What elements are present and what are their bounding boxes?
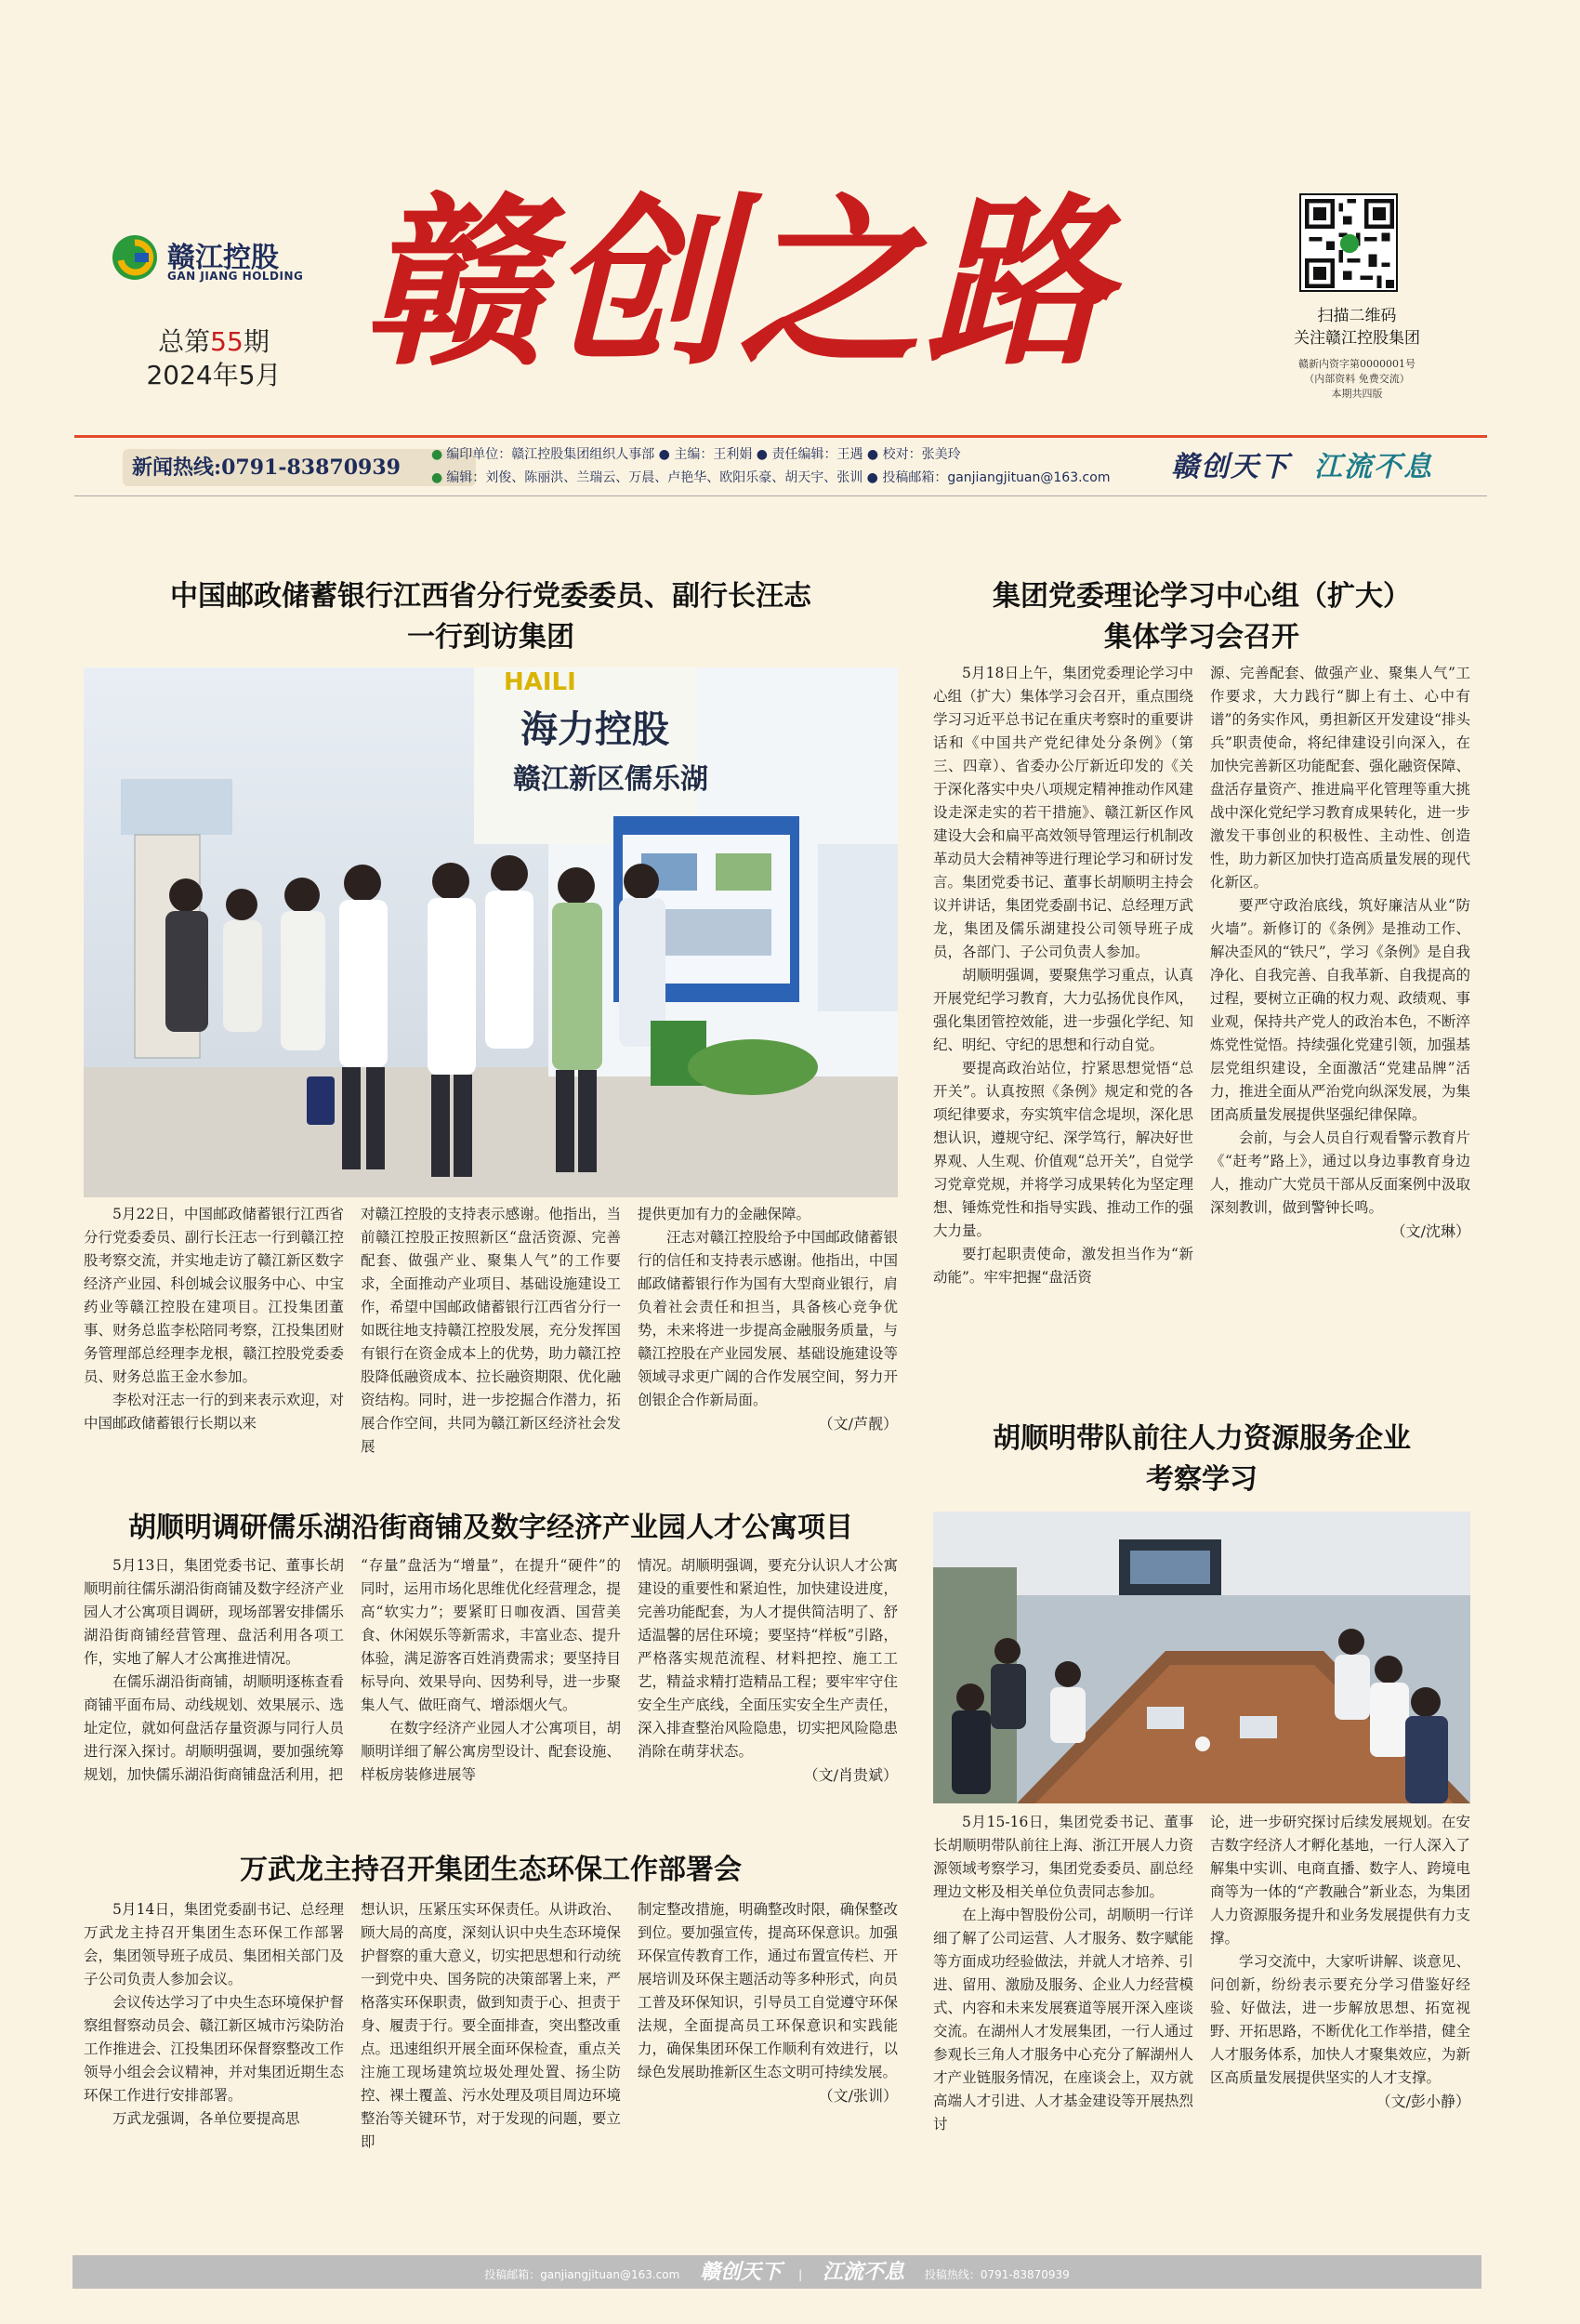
byline: （文/沈琳）: [1390, 1222, 1470, 1240]
footer-email: 投稿邮箱：ganjiangjituan@163.com: [484, 2268, 680, 2281]
footer-bar: 投稿邮箱：ganjiangjituan@163.com 赣创天下 | 江流不息 投稿热线：0791-83870939: [72, 2255, 1481, 2289]
article-rulehu-col1: 5月13日，集团党委书记、董事长胡顺明前往儒乐湖沿街商铺及数字经济产业园人才公寓项目调研，现场部署安排儒乐湖沿街商铺经营管理、盘活利用各项工作，实地了解人才公寓推进情况。 在儒乐湖沿街商铺，胡顺明逐栋查看商铺平面布局、动线规划、效果展示、选址定位，就如何盘活存量资源与同行人员进行深入探讨。胡顺明强调，要加强统筹规划，加快儒乐湖沿街商铺盘活利用，把: [84, 1557, 344, 1783]
photo-sign-haili: HAILI: [504, 668, 576, 696]
article-eco-col2: 想认识，压紧压实环保责任。从讲政治、顾大局的高度，深刻认识中央生态环境保护督察的重大意义，切实把思想和行动统一到党中央、国务院的决策部署上来，严格落实环保职责，做到知责于心、担责于身、履责于行。要全面排查，突出整改重点。迅速组织开展全面环保检查，重点关注施工现场建筑垃圾处理处置、扬尘防控、裸土覆盖、污水处理及项目周边环境整治等关键环节，对于发现的问题，要立即: [361, 1901, 621, 2150]
byline: （文/芦靓）: [818, 1415, 898, 1433]
photo-sign-main: 海力控股: [520, 708, 669, 751]
logo-name-cn: 赣江控股: [167, 242, 279, 274]
article-hr-title: 胡顺明带队前往人力资源服务企业 考察学习: [993, 1422, 1411, 1496]
editorial-credits: ● 编印单位：赣江控股集团组织人事部 ● 主编：王利娟 ● 责任编辑：王遇 ● 校对：张美玲 ● 编辑：刘俊、陈丽洪、兰瑞云、万晨、卢艳华、欧阳乐豪、胡天宇、张训 ● 投稿邮箱：ganjiangjituan@163.com: [431, 447, 1111, 485]
info-bar: [74, 435, 1487, 496]
photo-hr-meeting: [933, 1512, 1470, 1803]
footer-slogan-b: 江流不息: [823, 2260, 905, 2284]
article-hr-col2: 论，进一步研究探讨后续发展规划。在安吉数字经济人才孵化基地，一行人深入了解集中实训、电商直播、数字人、跨境电商等为一体的“产教融合”新业态，为集团人力资源服务提升和业务发展提供有力支撑。 学习交流中，大家听讲解、谈意见、问创新，纷纷表示要充分学习借鉴好经验、好做法，进一步解放思想、拓宽视野、开拓思路，不断优化工作举措，健全人才服务体系，加快人才聚集效应，为新区高质量发展提供坚实的人才支撑。 （文/彭小静）: [1210, 1811, 1470, 2113]
article-study-col1: 5月18日上午，集团党委理论学习中心组（扩大）集体学习会召开，重点围绕学习习近平总书记在重庆考察时的重要讲话和《中国共产党纪律处分条例》（第三、四章）、省委办公厅新近印发的《关于深化落实中央八项规定精神推动作风建设走深走实的若干措施》、赣江新区作风建设大会和扁平高效领导管理运行机制改革动员大会精神等进行理论学习和研讨发言。集团党委书记、董事长胡顺明主持会议并讲话，集团党委副书记、总经理万武龙，集团及儒乐湖建投公司领导班子成员，各部门、子公司负责人参加。 胡顺明强调，要聚焦学习重点，认真开展党纪学习教育，大力弘扬优良作风，强化集团管控效能，进一步强化学纪、知纪、明纪、守纪的思想和行动自觉。 要提高政治站位，拧紧思想觉悟“总开关”。认真按照《条例》规定和党的各项纪律要求，夯实筑牢信念堤坝，深化思想认识，遵规守纪、深学笃行，解决好世界观、人生观、价值观“总开关”，自觉学习党章党规，并将学习成果转化为坚定理想、锤炼党性和指导实践、推动工作的强大力量。 要打起职责使命，激发担当作为“新动能”。牢牢把握“盘活资: [933, 665, 1193, 1286]
article-postal-bank-col1: 5月22日，中国邮政储蓄银行江西省分行党委委员、副行长汪志一行到赣江控股考察交流，并实地走访了赣江新区数字经济产业园、科创城会议服务中心、中宝药业等赣江控股在建项目。江投集团董事、财务总监李松陪同考察，江投集团财务管理部总经理李龙根，赣江控股党委委员、财务总监王金水参加。 李松对汪志一行的到来表示欢迎，对中国邮政储蓄银行长期以来: [84, 1206, 344, 1432]
logo-name-en: GAN JIANG HOLDING: [167, 270, 304, 283]
article-rulehu-col2: “存量”盘活为“增量”，在提升“硬件”的同时，运用市场化思维优化经营理念，提高“软实力”；要紧盯日咖夜酒、国营美食、休闲娱乐等新需求，丰富业态、提升体验，满足游客百姓消费需求；要坚持目标导向、效果导向、因势利导，进一步聚集人气、做旺商气、增添烟火气。 在数字经济产业园人才公寓项目，胡顺明详细了解公寓房型设计、配套设施、样板房装修进展等: [361, 1557, 621, 1783]
company-logo: [110, 232, 323, 290]
article-postal-bank-col3: 提供更加有力的金融保障。 汪志对赣江控股给予中国邮政储蓄银行的信任和支持表示感谢。他指出，中国邮政储蓄银行作为国有大型商业银行，肩负着社会责任和担当，具备核心竞争优势，未来将进一步提高金融服务质量，与赣江控股在产业园发展、基础设施建设等领域寻求更广阔的合作发展空间，努力开创银企合作新局面。 （文/芦靓）: [638, 1203, 898, 1435]
article-postal-bank-col2: 对赣江控股的支持表示感谢。他指出，当前赣江控股正按照新区“盘活资源、完善配套、做强产业、聚集人气”的工作要求，全面推动产业项目、基础设施建设工作，希望中国邮政储蓄银行江西省分行一如既往地支持赣江控股发展，充分发挥国有银行在资金成本上的优势，助力赣江控股降低融资成本、拉长融资期限、优化融资结构。同时，进一步挖掘合作潜力，拓展合作空间，共同为赣江新区经济社会发展: [361, 1206, 621, 1455]
byline: （文/彭小静）: [1376, 2093, 1470, 2110]
issue-date: 2024年5月: [146, 360, 282, 390]
byline: （文/肖贵斌）: [803, 1766, 898, 1784]
issue-number: 总第55期: [158, 326, 270, 357]
footer-hotline: 投稿热线：0791-83870939: [924, 2268, 1070, 2281]
issue-info: [130, 325, 297, 392]
article-rulehu-title: 胡顺明调研儒乐湖沿街商铺及数字经济产业园人才公寓项目: [128, 1512, 853, 1544]
ganjiang-logo-icon: [110, 232, 160, 283]
article-hr-col1: 5月15-16日，集团党委书记、董事长胡顺明带队前往上海、浙江开展人力资源领域考察学习，集团党委委员、副总经理边文彬及相关单位负责同志参加。 在上海中智股份公司，胡顺明一行详细了解了公司运营、人才服务、数字赋能等方面成功经验做法，并就人才培养、引进、留用、激励及服务、企业人力经营模式、内容和未来发展赛道等展开深入座谈交流。在湖州人才发展集团，一行人通过参观长三角人才服务中心充分了解湖州人才产业链服务情况，在座谈会上，双方就高端人才引进、人才基金建设等开展热烈讨: [933, 1814, 1193, 2133]
article-eco-col1: 5月14日，集团党委副书记、总经理万武龙主持召开集团生态环保工作部署会，集团领导班子成员、集团相关部门及子公司负责人参加会议。 会议传达学习了中央生态环境保护督察组督察动员会、赣江新区城市污染防治工作推进会、江投集团环保督察整改工作领导小组会会议精神，并对集团近期生态环保工作进行安排部署。 万武龙强调，各单位要提高思: [84, 1901, 344, 2127]
article-rulehu-col3: 情况。胡顺明强调，要充分认识人才公寓建设的重要性和紧迫性，加快建设进度，完善功能配套，为人才提供简洁明了、舒适温馨的居住环境；要坚持“样板”引路，严格落实规范流程、材料把控、施工工艺，精益求精打造精品工程；要牢牢守住安全生产底线，全面压实安全生产责任，深入排查整治风险隐患，切实把风险隐患消除在萌芽状态。 （文/肖贵斌）: [638, 1554, 898, 1787]
article-study-col2: 源、完善配套、做强产业、聚集人气”工作要求，大力践行“脚上有土、心中有谱”的务实作风，勇担新区开发建设“排头兵”职责使命，将纪律建设引向深入，在加快完善新区功能配套、强化融资保障、盘活存量资产、推进扁平化管理等重大挑战中深化党纪学习教育成果转化，进一步激发干事创业的积极性、主动性、创造性，助力新区加快打造高质量发展的现代化新区。 要严守政治底线，筑好廉洁从业“防火墙”。新修订的《条例》是推动工作、解决歪风的“铁尺”，学习《条例》是自我净化、自我完善、自我革新、自我提高的过程，要树立正确的权力观、政绩观、事业观，保持共产党人的政治本色，不断淬炼党性觉悟。持续强化党建引领，加强基层党组织建设，全面激活“党建品牌”活力，推进全面从严治党向纵深发展，为集团高质量发展提供坚强纪律保障。 会前，与会人员自行观看警示教育片《“赶考”路上》，通过以身边事教育身边人，推动广大党员干部从反面案例中汲取深刻教训，做到警钟长鸣。 （文/沈琳）: [1210, 662, 1470, 1243]
article-eco-title: 万武龙主持召开集团生态环保工作部署会: [240, 1854, 742, 1886]
footer-slogan-a: 赣创天下: [700, 2260, 783, 2284]
news-hotline: 新闻热线:0791-83870939: [123, 449, 476, 486]
qr-caption: 扫描二维码 关注赣江控股集团: [1294, 307, 1420, 348]
article-eco-col3: 制定整改措施，明确整改时限，确保整改到位。要加强宣传，提高环保意识。加强环保宣传教育工作，通过布置宣传栏、开展培训及环保主题活动等多种形式，向员工普及环保知识，引导员工自觉遵守环保法规，全面提高员工环保意识和实践能力，确保集团环保工作顺利有效进行，以绿色发展助推新区生态文明可持续发展。 （文/张训）: [638, 1898, 898, 2107]
photo-sign-sub: 赣江新区儒乐湖: [513, 763, 708, 796]
newspaper-title: 赣创之路: [362, 177, 1114, 390]
byline: （文/张训）: [818, 2087, 898, 2105]
article-study-title: 集团党委理论学习中心组（扩大） 集体学习会召开: [993, 580, 1411, 654]
permit-note: 赣新内资字第0000001号 （内部资料 免费交流） 本期共四版: [1298, 358, 1415, 400]
photo-postal-bank-visit: [84, 667, 898, 1197]
qr-code-icon[interactable]: [1299, 193, 1398, 292]
article-postal-bank-title: 中国邮政储蓄银行江西省分行党委委员、副行长汪志 一行到访集团: [170, 580, 811, 654]
slogan: 赣创天下 江流不息: [1171, 451, 1433, 483]
